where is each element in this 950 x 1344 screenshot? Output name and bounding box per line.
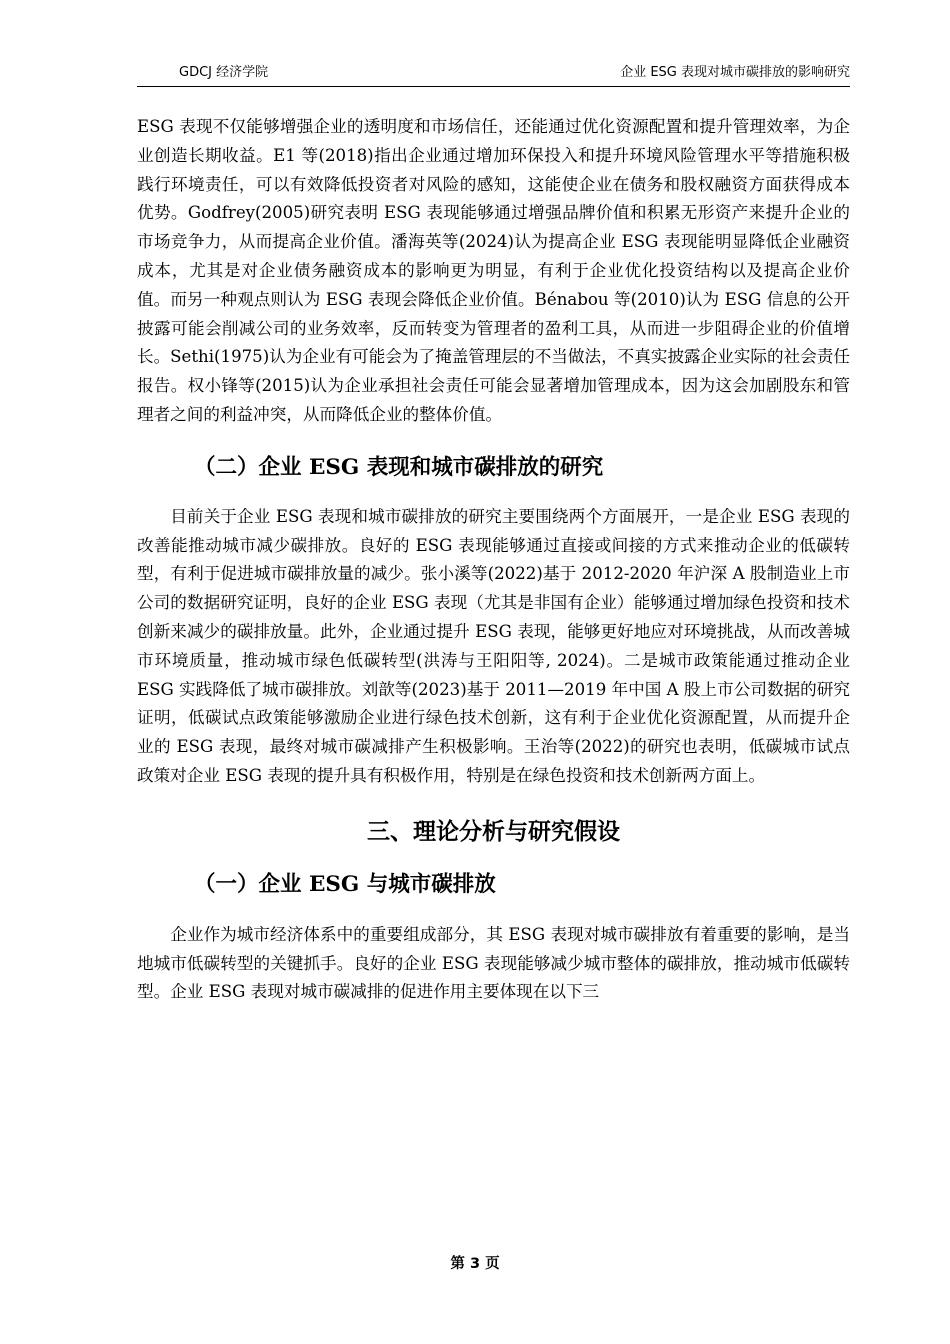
paragraph-esg-city-carbon: 企业作为城市经济体系中的重要组成部分，其 ESG 表现对城市碳排放有着重要的影响，是当地城市低碳转型的关键抓手。良好的企业 ESG 表现能够减少城市整体的碳排放，推动城市低碳转型。企业 ESG 表现对城市碳减排的促进作用主要体现在以下三	[137, 924, 850, 1002]
paragraph-literature-value: ESG 表现不仅能够增强企业的透明度和市场信任，还能通过优化资源配置和提升管理效率，为企业创造长期收益。E1 等(2018)指出企业通过增加环保投入和提升环境风险管理水平等措施积极践行环境责任，可以有效降低投资者对风险的感知，这能使企业在债务和股权融资方面获得成本优势。Godfrey(2005)研究表明 ESG 表现能够通过增强品牌价值和积累无形资产来提升企业的市场竞争力，从而提高企业价值。潘海英等(2024)认为提高企业 ESG 表现能明显降低企业融资成本，尤其是对企业债务融资成本的影响更为明显，有利于企业优化投资结构以及提高企业价值。而另一种观点则认为 ESG 表现会降低企业价值。Bénabou 等(2010)认为 ESG 信息的公开披露可能会削减公司的业务效率，反而转变为管理者的盈利工具，从而进一步阻碍企业的价值增长。Sethi(1975)认为企业有可能会为了掩盖管理层的不当做法，不真实披露企业实际的社会责任报告。权小锋等(2015)认为企业承担社会责任可能会显著增加管理成本，因为这会加剧股东和管理者之间的利益冲突，从而降低企业的整体价值。	[137, 117, 850, 424]
chapter-heading-theory: 三、理论分析与研究假设	[367, 818, 620, 845]
page-number: 第 3 页	[450, 1256, 500, 1272]
header-title: 企业 ESG 表现对城市碳排放的影响研究	[620, 65, 850, 80]
section-heading-esg-carbon-research: （二）企业 ESG 表现和城市碳排放的研究	[194, 454, 604, 480]
page-header	[137, 64, 850, 87]
page-body	[137, 113, 850, 1007]
section-heading-esg-city-carbon: （一）企业 ESG 与城市碳排放	[194, 871, 496, 897]
paragraph-esg-carbon-research: 目前关于企业 ESG 表现和城市碳排放的研究主要围绕两个方面展开，一是企业 ESG 表现的改善能推动城市减少碳排放。良好的 ESG 表现能够通过直接或间接的方式来推动企业的低碳转型，有利于促进城市碳排放量的减少。张小溪等(2022)基于 2012-2020 年沪深 A 股制造业上市公司的数据研究证明，良好的企业 ESG 表现（尤其是非国有企业）能够通过增加绿色投资和技术创新来减少的碳排放量。此外，企业通过提升 ESG 表现，能够更好地应对环境挑战，从而改善城市环境质量，推动城市绿色低碳转型(洪涛与王阳阳等, 2024)。二是城市政策能通过推动企业 ESG 实践降低了城市碳排放。刘歆等(2023)基于 2011—2019 年中国 A 股上市公司数据的研究证明，低碳试点政策能够激励企业进行绿色技术创新，这有利于企业优化资源配置，从而提升企业的 ESG 表现，最终对城市碳减排产生积极影响。王治等(2022)的研究也表明，低碳城市试点政策对企业 ESG 表现的提升具有积极作用，特别是在绿色投资和技术创新两方面上。	[137, 506, 850, 785]
header-school: GDCJ 经济学院	[179, 65, 269, 80]
